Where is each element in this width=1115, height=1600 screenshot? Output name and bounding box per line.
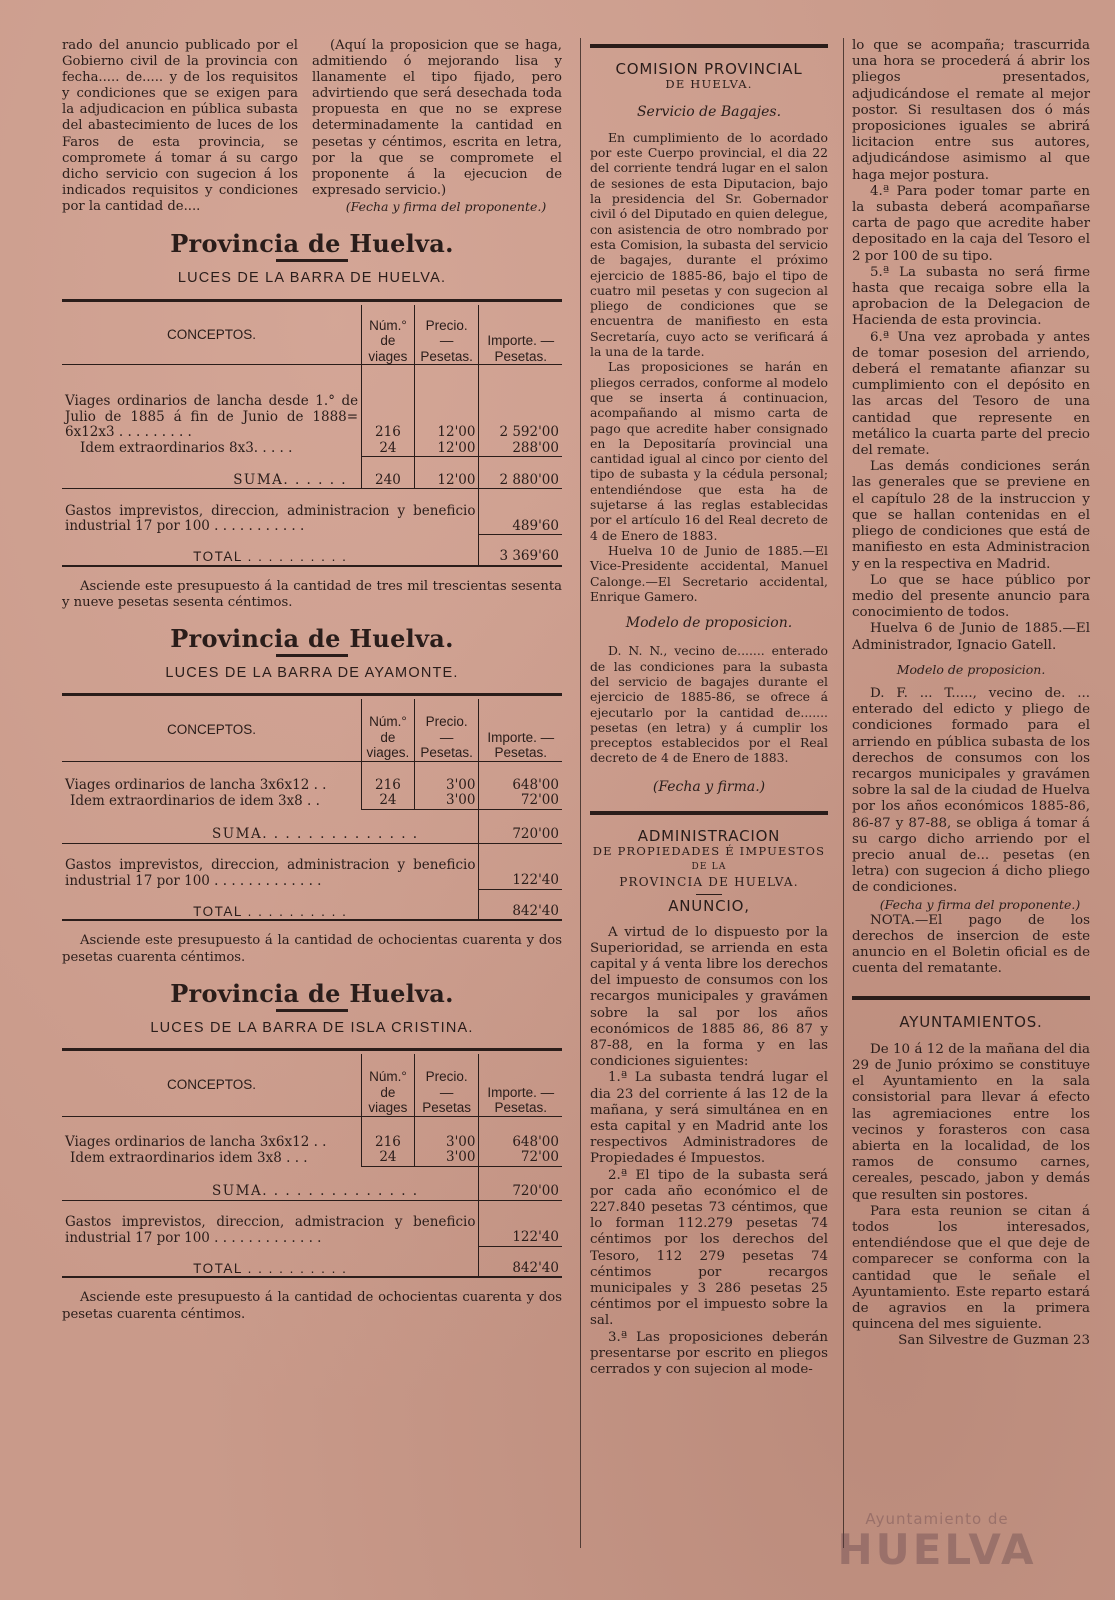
budget-isla-cristina	[62, 979, 562, 1324]
total-label: TOTAL . . . . . . . . . .	[193, 1260, 348, 1276]
ayto-p2: Para esta reunion se citan á todos los interesados, entendiéndose que el que deje de comparecer se conforma con la cantidad que le señale el Ayuntamiento. Este reparto estará de agravios en la primera quincena del mes siguiente.	[852, 1203, 1090, 1333]
col3-modelo-text: D. F. ... T....., vecino de. ... enterado del edicto y pliego de condiciones formado para el arriendo en pública subasta de los derechos de consumos con los recargos municipales y gravámen sobre la sal de la ciudad de Huelva por los años económicos 1885-86, 86-87 y 87-88, se obliga á tomar á su cargo dicho arriendo por el precio anual de... pesetas (en letra) con sugecion á dicho pliego de condiciones.	[852, 685, 1090, 896]
col3-fecha: (Fecha y firma del proponente.)	[879, 896, 1081, 912]
gastos-label: Gastos imprevistos, direccion, admistracion y beneficio industrial 17 por 100 . . . . . . . . . . . . .	[62, 1200, 479, 1246]
row2-num: 24	[362, 1150, 415, 1166]
prov-title: Provincia de Huelva.	[170, 978, 454, 1008]
hdr-importe: Importe. — Pesetas.	[479, 305, 562, 365]
row2-label: Idem extraordinarios 8x3. . . . .	[80, 440, 293, 457]
column-divider	[580, 38, 581, 1548]
budget-huelva	[62, 229, 562, 612]
ayto-p1: De 10 á 12 de la mañana del dia 29 de Junio próximo se constituye el Ayuntamiento en la sala consistorial para llevar á efecto las agremiaciones entre los vecinos y forasteros con casa abierta en la localidad, de los ramos de consumo carnes, cereales, pescado, jabon y demás que resulten sin postores.	[852, 1041, 1090, 1203]
total-label: TOTAL . . . . . . . . . .	[193, 549, 348, 565]
watermark-line2: HUELVA	[837, 1525, 1037, 1574]
top-right-fecha: (Fecha y firma del proponente.)	[345, 198, 547, 214]
section-rule	[852, 996, 1090, 1000]
table-bottom-rule	[62, 919, 562, 921]
anuncio-body	[590, 925, 828, 1379]
row2-importe: 72'00	[479, 793, 562, 809]
section-rule	[590, 811, 828, 815]
watermark-line1: Ayuntamiento de	[865, 1510, 1009, 1528]
nota: NOTA.—El pago de los derechos de insercion de este anuncio en el Boletin oficial es de cuenta del rematante.	[852, 912, 1090, 977]
col3-modelo: Modelo de proposicion.	[896, 661, 1046, 677]
row1-precio: 3'00	[414, 1116, 479, 1150]
hdr-num: Núm.° de viages	[362, 305, 415, 365]
luces-title: LUCES DE LA BARRA DE ISLA CRISTINA.	[150, 1019, 474, 1036]
comision-p1: En cumplimiento de lo acordado por este Cuerpo provincial, el dia 22 del corriente tendrá lugar en el salon de sesiones de esta Diputacion, bajo la presidencia del Sr. Gobernador civil ó del Diputado en quien delegue, con asistencia de otro nombrado por esta Comision, la subasta del servicio de bagajes, durante el próximo ejercicio de 1885-86, bajo el tipo de cuatro mil pesetas y con sugecion al pliego de condiciones que se encuentra de manifiesto en esta Secretaría, cuyo acto se verificará á la una de la tarde.	[590, 129, 828, 360]
col3-p1: lo que se acompaña; trascurrida una hora se procederá á abrir los pliegos presentados, adjudicándose el remate al mejor postor. Si resultasen dos ó más proposiciones iguales se abrirá licitacion entre sus autores, adjudicándose asimismo al que haga mejor postura.	[852, 38, 1090, 183]
suma-label: SUMA. . . . . . . . . . . . . .	[212, 1183, 419, 1200]
hdr-num: Núm.° de viages	[362, 1054, 415, 1116]
gastos-importe: 489'60	[479, 489, 562, 535]
row2-precio: 3'00	[414, 793, 479, 809]
title-rule	[276, 1009, 348, 1012]
row1-importe: 648'00	[479, 761, 562, 793]
table-bottom-rule	[62, 1276, 562, 1278]
hdr-importe: Importe. — Pesetas.	[479, 1054, 562, 1116]
title-rule	[276, 654, 348, 657]
gastos-importe: 122'40	[479, 843, 562, 889]
table-bottom-rule	[62, 565, 562, 567]
hdr-conceptos: CONCEPTOS.	[62, 699, 362, 761]
condicion-1: 1.ª La subasta tendrá lugar el dia 23 del corriente á las 12 de la mañana, y será simultánea en en esta capital y en Madrid ante los respectivos Administradores de Propiedades é Impuestos.	[590, 1070, 828, 1167]
row1-precio: 12'00	[414, 365, 479, 441]
suma-label: SUMA. . . . . . . . . . . . . .	[212, 826, 419, 843]
modelo-title: Modelo de proposicion.	[625, 615, 793, 632]
col3-p2: Las demás condiciones serán las generales que se previene en el capítulo 28 de la instruccion y que se hallan contenidas en el pliego de condiciones que está de manifiesto en esta Administracion y en la respectiva en Madrid.	[852, 459, 1090, 572]
hdr-conceptos: CONCEPTOS.	[62, 305, 362, 365]
col3-p3: Lo que se hace público por medio del presente anuncio para conocimiento de todos.	[852, 572, 1090, 621]
suma-importe: 720'00	[479, 1166, 562, 1200]
adm-sub3: PROVINCIA DE HUELVA.	[619, 874, 799, 889]
row1-num: 216	[362, 1116, 415, 1150]
suma-label: SUMA. . . . . .	[233, 471, 348, 488]
ayto-sign: San Silvestre de Guzman 23	[898, 1333, 1090, 1349]
asciende-text: Asciende este presupuesto á la cantidad de ochocientas cuarenta y dos pesetas cuarenta céntimos.	[62, 933, 562, 965]
row2-num: 24	[362, 793, 415, 809]
suma-num: 240	[362, 457, 415, 489]
table-top-rule	[62, 1048, 562, 1051]
row2-label: Idem extraordinarios idem 3x8 . . .	[70, 1149, 308, 1166]
fecha-firma: (Fecha y firma.)	[652, 778, 766, 795]
comision-p2: Las proposiciones se harán en pliegos cerrados, conforme al modelo que se inserta á continuacion, acompañando al mismo carta de pago que acredite haber consignado en la Depositaría provincial una cantidad igual al cinco por ciento del tipo de subasta y la cédula personal; entendiéndose que esta ha de sujetarse á las reglas establecidas por el artículo 16 del Real decreto de 4 de Enero de 1883.	[590, 359, 828, 543]
col3-p4: Huelva 6 de Junio de 1885.—El Administrador, Ignacio Gatell.	[852, 621, 1090, 653]
comision-heading: COMISION PROVINCIAL	[615, 60, 803, 78]
heading-rule	[696, 894, 722, 895]
luces-title: LUCES DE LA BARRA DE HUELVA.	[177, 270, 447, 287]
row2-importe: 72'00	[479, 1150, 562, 1166]
row1-label: Viages ordinarios de lancha 3x6x12 . .	[65, 776, 327, 793]
hdr-precio: Precio. — Pesetas.	[414, 305, 479, 365]
row2-num: 24	[362, 441, 415, 457]
total-importe: 842'40	[479, 1246, 562, 1276]
comision-subheading: DE HUELVA.	[665, 77, 753, 92]
condicion-3: 3.ª Las proposiciones deberán presentarse por escrito en pliegos cerrados y con sujecion al mode-	[590, 1329, 828, 1378]
table-top-rule	[62, 693, 562, 696]
total-importe: 842'40	[479, 889, 562, 919]
gastos-importe: 122'40	[479, 1200, 562, 1246]
row1-label: Viages ordinarios de lancha desde 1.° de Julio de 1885 á fin de Junio de 1888= 6x12x3 . . . . . . . . .	[65, 393, 359, 441]
condicion-6: 6.ª Una vez aprobada y antes de tomar posesion del arriendo, deberá el rematante afianzar su cumplimiento con el depósito en las arcas del Tesoro de una cantidad que represente en metálico la cuarta parte del precio del remate.	[852, 329, 1090, 459]
column-divider	[843, 38, 844, 1548]
hdr-precio: Precio. — Pesetas	[414, 1054, 479, 1116]
adm-heading: ADMINISTRACION	[637, 827, 781, 846]
comision-p3: Huelva 10 de Junio de 1885.—El Vice-Presidente accidental, Manuel Calonge.—El Secretario accidental, Enrique Gamero.	[590, 542, 828, 604]
gastos-label: Gastos imprevistos, direccion, administracion y beneficio industrial 17 por 100 . . . . . . . . . . . . .	[62, 843, 479, 889]
adm-sub1: DE PROPIEDADES É IMPUESTOS	[592, 844, 826, 859]
prov-title: Provincia de Huelva.	[170, 229, 454, 259]
total-label: TOTAL . . . . . . . . . .	[193, 903, 348, 919]
luces-title: LUCES DE LA BARRA DE AYAMONTE.	[165, 664, 459, 681]
budget-table	[62, 699, 562, 919]
title-rule	[276, 259, 348, 262]
column-middle	[590, 38, 828, 1378]
column-right	[852, 38, 1090, 1350]
column-left	[62, 38, 562, 1323]
hdr-importe: Importe. — Pesetas.	[479, 699, 562, 761]
suma-precio: 12'00	[414, 457, 479, 489]
anuncio-heading: ANUNCIO,	[668, 897, 750, 916]
row2-importe: 288'00	[479, 441, 562, 457]
condicion-5: 5.ª La subasta no será firme hasta que recaiga sobre ella la aprobacion de la Delegacion de Hacienda de esta provincia.	[852, 264, 1090, 329]
suma-importe: 720'00	[479, 809, 562, 843]
budget-table	[62, 1054, 562, 1276]
gastos-label: Gastos imprevistos, direccion, administracion y beneficio industrial 17 por 100 . . . . . . . . . . .	[62, 489, 479, 535]
budget-ayamonte	[62, 624, 562, 967]
row1-importe: 648'00	[479, 1116, 562, 1150]
hdr-precio: Precio. — Pesetas.	[414, 699, 479, 761]
hdr-num: Núm.° de viages.	[362, 699, 415, 761]
condicion-2: 2.ª El tipo de la subasta será por cada año económico el de 227.840 pesetas 73 céntimos, que lo forman 112.279 pesetas 74 céntimos por los derechos del Tesoro, 112 279 pesetas 74 céntimos por recargos municipales y 3 286 pesetas 25 céntimos por el impuesto sobre la sal.	[590, 1167, 828, 1329]
table-top-rule	[62, 299, 562, 302]
row1-label: Viages ordinarios de lancha 3x6x12 . .	[65, 1133, 327, 1150]
row2-precio: 3'00	[414, 1150, 479, 1166]
row2-precio: 12'00	[414, 441, 479, 457]
total-importe: 3 369'60	[479, 535, 562, 565]
asciende-text: Asciende este presupuesto á la cantidad de tres mil trescientas sesenta y nueve pesetas sesenta céntimos.	[62, 578, 562, 611]
ayuntamientos-heading: AYUNTAMIENTOS.	[899, 1012, 1043, 1031]
asciende-text: Asciende este presupuesto á la cantidad de ochocientas cuarenta y dos pesetas cuarenta céntimos.	[62, 1290, 562, 1322]
row1-precio: 3'00	[414, 761, 479, 793]
condicion-4: 4.ª Para poder tomar parte en la subasta deberá acompañarse carta de pago que acredite haber depositado en la caja del Tesoro el 2 por 100 de su tipo.	[852, 183, 1090, 264]
row2-label: Idem extraordinarios de idem 3x8 . .	[70, 792, 320, 809]
modelo-text: D. N. N., vecino de....... enterado de las condiciones para la subasta del servicio de bagajes durante el ejercicio de 1885-86, se ofrece á ejecutarlo por la cantidad de....... pesetas (en letra) y á cumplir los preceptos establecidos por el Real decreto de 4 de Enero de 1883.	[590, 643, 828, 766]
row1-num: 216	[362, 365, 415, 441]
row1-num: 216	[362, 761, 415, 793]
row1-importe: 2 592'00	[479, 365, 562, 441]
suma-importe: 2 880'00	[479, 457, 562, 489]
archive-watermark	[817, 1510, 1057, 1572]
adm-sub2: DE LA	[691, 861, 727, 872]
anuncio-p1: A virtud de lo dispuesto por la Superioridad, se arrienda en esta capital y á venta libre los derechos del impuesto de consumos con los recargos municipales y gravámen sobre la sal por los años económicos de 1885 86, 86 87 y 87-88, en la forma y en las condiciones siguientes:	[590, 924, 828, 1070]
budget-table	[62, 305, 562, 565]
prov-title: Provincia de Huelva.	[170, 623, 454, 653]
top-left-text: rado del anuncio publicado por el Gobierno civil de la provincia con fecha..... de..... y de los requisitos y condiciones que se exigen para la adjudicacion en pública subasta del abastecimiento de luces de los Faros de esta provincia, se compromete á tomar á su cargo dicho servicio con sugecion á los indicados requisitos y condiciones por la cantidad de....	[62, 38, 298, 214]
hdr-conceptos: CONCEPTOS.	[62, 1054, 362, 1116]
servicio-title: Servicio de Bagajes.	[636, 103, 782, 120]
top-split	[62, 38, 562, 215]
top-right-text: (Aquí la proposicion que se haga, admitiendo ó mejorando lisa y llanamente el tipo fijado, pero advirtiendo que será desechada toda propuesta en que no se exprese determinadamente la cantidad en pesetas y céntimos, escrita en letra, por la que se compromete el proponente á la ejecucion de expresado servicio.)	[312, 38, 562, 198]
section-rule	[590, 44, 828, 48]
